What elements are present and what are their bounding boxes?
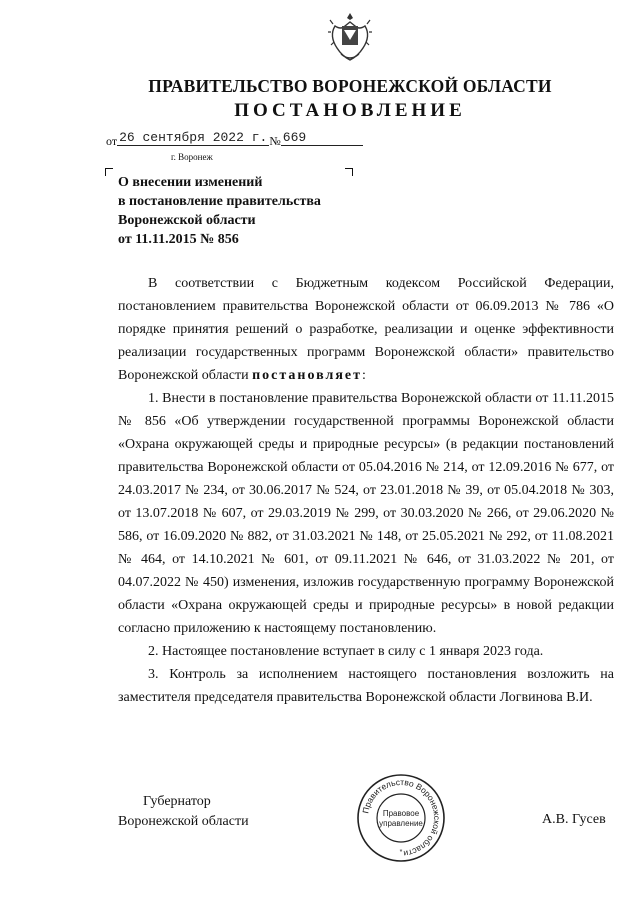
signatory-title-line2: Воронежской области [118,814,249,829]
item-1-paragraph: 1. Внести в постановление правительства Воронежской области от 11.11.2015 № 856 «Об утверждении государственной программы Воронежской области «Охрана окружающей среды и природные ресурсы» (в редакции постановлений правительства Воронежской области от 05.04.2016 № 214, от 12.09.2016 № 677, от 24.03.2017 № 234, от 30.06.2017 № 524, от 23.01.2018 № 39, от 05.04.2018 № 303, от 13.07.2018 № 607, от 29.03.2019 № 299, от 30.03.2020 № 266, от 29.06.2020 № 586, от 16.09.2020 № 882, от 31.03.2021 № 148, от 25.05.2021 № 292, от 11.08.2021 № 464, от 14.10.2021 № 601, от 09.11.2021 № 646, от 31.03.2022 № 201, от 04.07.2022 № 450) изменения, изложив государственную программу Воронежской области «Охрана окружающей среды и природные ресурсы» в новой редакции согласно приложению к настоящему постановлению. [118,391,614,636]
svg-text:*: * [399,849,403,856]
subject-line: от 11.11.2015 № 856 [118,232,239,247]
city-label: г. Воронеж [171,152,213,162]
dateline [106,130,363,150]
svg-text:Правовое: Правовое [382,809,420,818]
document-body [118,272,614,709]
subject-line: О внесении изменений [118,175,263,190]
svg-text:управление: управление [379,819,423,828]
document-type: ПОСТАНОВЛЕНИЕ [234,100,466,121]
subject-line: Воронежской области [118,213,256,228]
coat-of-arms-icon [327,10,373,64]
resolve-word: постановляет [252,368,363,383]
item-2-paragraph: 2. Настоящее постановление вступает в силу с 1 января 2023 года. [148,644,544,659]
date-value: 26 сентября 2022 г. [119,130,268,145]
signatory-title-line1: Губернатор [143,794,211,809]
signatory-title [118,792,249,832]
subject-block [118,173,321,249]
organization-title: ПРАВИТЕЛЬСТВО ВОРОНЕЖСКОЙ ОБЛАСТИ [148,76,552,96]
signatory-name: А.В. Гусев [542,812,606,827]
subject-line: в постановление правительства [118,194,321,209]
svg-text:Правительство Воронежской обла: Правительство Воронежской области [360,776,443,859]
number-value: 669 [281,130,363,146]
number-label: № [269,134,281,148]
preamble-paragraph: В соответствии с Бюджетным кодексом Российской Федерации, постановлением правительства Воронежской области от 06.09.2013 № 786 «О порядке принятия решений о разработке, реализации и оценке эффективности реализации государственных программ Воронежской области» правительство Воронежской области постановляет: [118,276,614,383]
round-seal-icon [355,772,447,864]
date-from-label: от [106,134,118,148]
item-3-paragraph: 3. Контроль за исполнением настоящего постановления возложить на заместителя председателя правительства Воронежской области Логвинова В.И. [118,667,614,705]
subject-bracket-left [105,168,113,176]
subject-bracket-right [345,168,353,176]
